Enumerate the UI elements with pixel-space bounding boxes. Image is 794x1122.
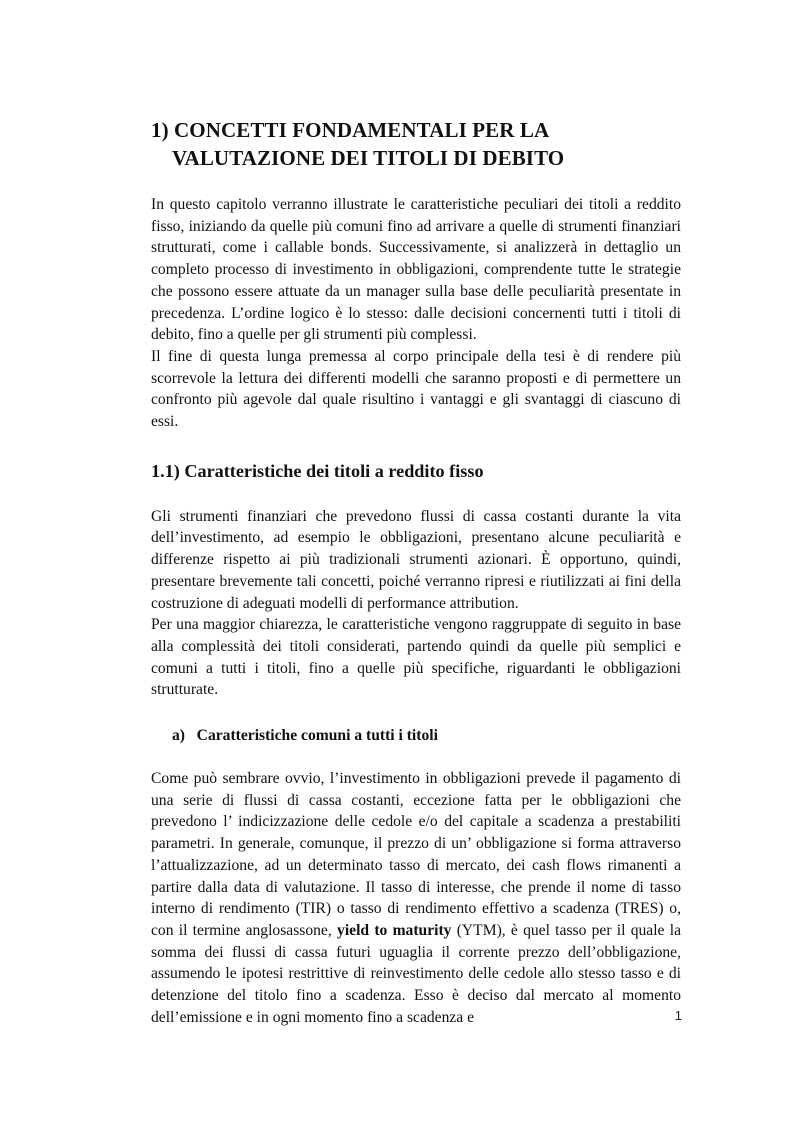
intro-paragraph-1: In questo capitolo verranno illustrate le caratteristiche peculiari dei titoli a reddito fisso, iniziando da quelle più comuni fino ad arrivare a quelle di strumenti finanziari strutturati, come i callable bonds. Successivamente, si analizzerà in dettaglio un completo processo di investimento in obbligazioni, comprendente tutte le strategie che possono essere attuate da un manager sulla base delle peculiarità presentate in precedenza. L’ordine logico è lo stesso: dalle decisioni concernenti tutti i titoli di debito, fino a quelle per gli strumenti più complessi.: [151, 196, 681, 344]
section-1-1-heading: 1.1) Caratteristiche dei titoli a reddito fisso: [151, 460, 484, 481]
subsection-a-heading: a) Caratteristiche comuni a tutti i titoli: [172, 727, 438, 745]
yield-to-maturity-term: yield to maturity: [337, 921, 452, 939]
intro-paragraph-2: Il fine di questa lunga premessa al corpo principale della tesi è di rendere più scorrevole la lettura dei differenti modelli che saranno proposti e di permettere un confronto più agevole dal quale risultino i vantaggi e gli svantaggi di ciascuno di essi.: [151, 347, 681, 431]
subsection-a-text-part-2: (YTM), è quel tasso per il quale la somma dei flussi di cassa futuri uguaglia il corrente prezzo dell’obbligazione, assumendo le ipotesi restrittive di reinvestimento delle cedole allo stesso tasso e di detenzione del titolo fino a scadenza. Esso è deciso dal mercato al momento dell’emissione e in ogni momento fino a scadenza e: [151, 921, 681, 1026]
chapter-title: [151, 116, 681, 172]
section-1-1-paragraph-2: Per una maggior chiarezza, le caratteristiche vengono raggruppate di seguito in base alla complessità dei titoli considerati, partendo quindi da quelle più semplici e comuni a tutti i titoli, fino a quelle più specifiche, riguardanti le obbligazioni strutturate.: [151, 616, 681, 699]
subsection-a-text-part-1: Come può sembrare ovvio, l’investimento in obbligazioni prevede il pagamento di una serie di flussi di cassa costanti, eccezione fatta per le obbligazioni che prevedono l’ indicizzazione delle cedole e/o del capitale a scadenza a prestabiliti parametri. In generale, comunque, il prezzo di un’ obbligazione si forma attraverso l’attualizzazione, ad un determinato tasso di mercato, dei cash flows rimanenti a partire dalla data di valutazione. Il tasso di interesse, che prende il nome di tasso interno di rendimento (TIR) o tasso di rendimento effettivo a scadenza (TRES) o, con il termine anglosassone,: [151, 770, 681, 939]
chapter-title-line-2: VALUTAZIONE DEI TITOLI DI DEBITO: [172, 146, 565, 170]
section-1-1-paragraph-1: Gli strumenti finanziari che prevedono flussi di cassa costanti durante la vita dell’investimento, ad esempio le obbligazioni, presentano alcune peculiarità e differenze rispetto ai più tradizionali strumenti azionari. È opportuno, quindi, presentare brevemente tali concetti, poiché verranno ripresi e riutilizzati ai fini della costruzione di adeguati modelli di performance attribution.: [151, 507, 681, 612]
page-number: 1: [674, 1008, 682, 1023]
chapter-title-line-1: 1) CONCETTI FONDAMENTALI PER LA: [151, 118, 550, 142]
subsection-a-paragraph: [151, 768, 681, 1028]
page-content: [151, 116, 681, 1029]
